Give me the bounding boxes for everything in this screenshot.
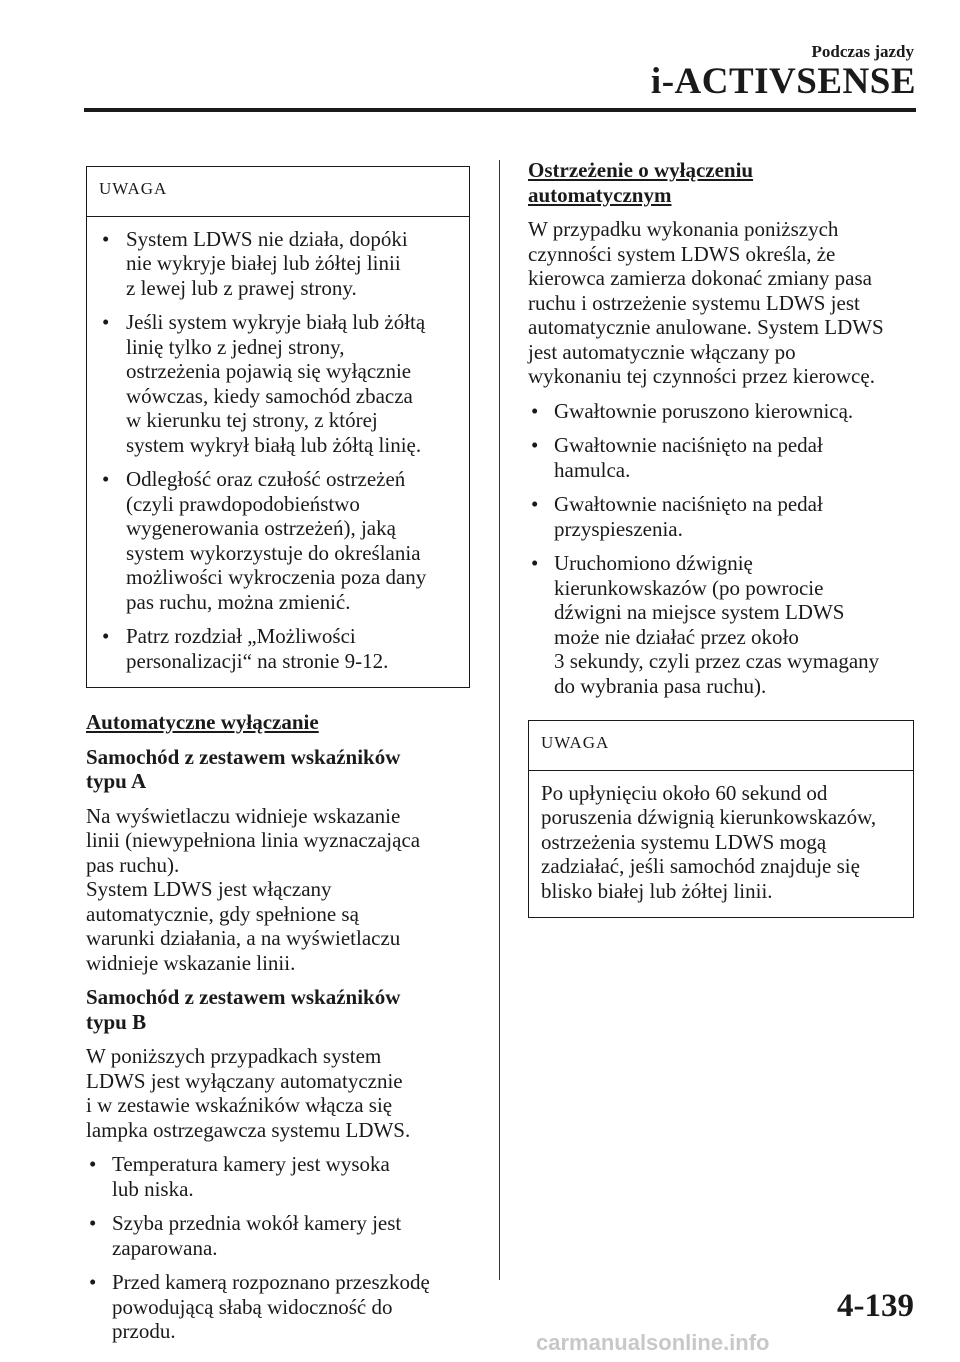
subheading-type-a: Samochód z zestawem wskaźników typu A bbox=[86, 744, 401, 793]
list-item: • Przed kamerą rozpoznano przeszkodę powodującą słabą widoczność do przodu. bbox=[89, 1270, 430, 1343]
bullet-icon: • bbox=[102, 226, 110, 251]
note-body bbox=[87, 217, 469, 688]
paragraph: W przypadku wykonania poniższych czynności system LDWS określa, że kierowca zamierza dokonać zmiany pasa ruchu i ostrzeżenie systemu LDWS jest automatycznie anulowane. System LDWS jest automatycznie włączany po wykonaniu tej czynności przez kierowcę. bbox=[528, 217, 884, 388]
left-column bbox=[86, 166, 470, 1354]
column-divider bbox=[499, 160, 500, 1280]
list-item: • Gwałtownie naciśnięto na pedał przyspieszenia. bbox=[531, 492, 823, 541]
list-item: • Uruchomiono dźwignię kierunkowskazów (po powrocie dźwigni na miejsce system LDWS może nie działać przez około 3 sekundy, czyli przez czas wymagany do wybrania pasa ruchu). bbox=[531, 551, 880, 698]
note-box bbox=[86, 166, 470, 688]
paragraph-type-a: Na wyświetlaczu widnieje wskazanie linii (niewypełniona linia wyznaczająca pas ruchu). System LDWS jest włączany automatycznie, gdy spełnione są warunki działania, a na wyświetlaczu widnieje wskazanie linii. bbox=[86, 803, 421, 975]
list-item: • Jeśli system wykryje białą lub żółtą linię tylko z jednej strony, ostrzeżenia pojawią się wyłącznie wówczas, kiedy samochód zbacza w kierunku tej strony, z której system wykrył białą lub żółtą linię. bbox=[102, 310, 426, 457]
list-item: • Gwałtownie poruszono kierownicą. bbox=[531, 398, 854, 423]
list-item: • System LDWS nie działa, dopóki nie wykryje białej lub żółtej linii z lewej lub z prawej strony. bbox=[102, 226, 408, 300]
right-column bbox=[528, 158, 914, 918]
subheading-type-b: Samochód z zestawem wskaźników typu B bbox=[86, 985, 401, 1034]
section-title: Podczas jazdy bbox=[811, 42, 914, 61]
footer-watermark: carmanualsonline.info bbox=[536, 1330, 770, 1355]
list-item: • Temperatura kamery jest wysoka lub niska. bbox=[89, 1152, 390, 1201]
bullet-icon: • bbox=[531, 433, 539, 457]
chapter-title: i-ACTIVSENSE bbox=[650, 61, 916, 102]
section-heading: Ostrzeżenie o wyłączeniu automatycznym bbox=[528, 158, 754, 207]
condition-list bbox=[86, 1152, 470, 1344]
action-list bbox=[528, 399, 914, 699]
list-item: • Patrz rozdział „Możliwości personalizacji“ na stronie 9-12. bbox=[102, 624, 389, 673]
section-heading: Automatyczne wyłączanie bbox=[86, 710, 319, 734]
bullet-icon: • bbox=[531, 551, 539, 575]
note-body: Po upłynięciu około 60 sekund od poruszenia dźwignią kierunkowskazów, ostrzeżenia systemu LDWS mogą zadziałać, jeśli samochód znajduje się blisko białej lub żółtej linii. bbox=[541, 780, 877, 903]
bullet-icon: • bbox=[531, 492, 539, 516]
page-number: 4-139 bbox=[837, 1288, 914, 1324]
bullet-icon: • bbox=[531, 398, 539, 423]
bullet-icon: • bbox=[89, 1152, 97, 1176]
note-title: UWAGA bbox=[87, 167, 469, 217]
list-item: • Odległość oraz czułość ostrzeżeń (czyli prawdopodobieństwo wygenerowania ostrzeżeń), jaką system wykorzystuje do określania możliwości wykroczenia poza dany pas ruchu, można zmienić. bbox=[102, 467, 427, 614]
bullet-icon: • bbox=[102, 310, 110, 334]
note-title: UWAGA bbox=[529, 721, 913, 771]
note-box bbox=[528, 720, 914, 918]
list-item: • Gwałtownie naciśnięto na pedał hamulca. bbox=[531, 433, 823, 482]
list-item: • Szyba przednia wokół kamery jest zaparowana. bbox=[89, 1211, 402, 1260]
bullet-icon: • bbox=[102, 467, 110, 491]
bullet-icon: • bbox=[102, 624, 110, 648]
header-rule bbox=[84, 108, 916, 112]
bullet-icon: • bbox=[89, 1270, 97, 1294]
paragraph-type-b: W poniższych przypadkach system LDWS jest wyłączany automatycznie i w zestawie wskaźników włącza się lampka ostrzegawcza systemu LDWS. bbox=[86, 1044, 411, 1142]
note-list bbox=[99, 227, 457, 674]
bullet-icon: • bbox=[89, 1211, 97, 1235]
